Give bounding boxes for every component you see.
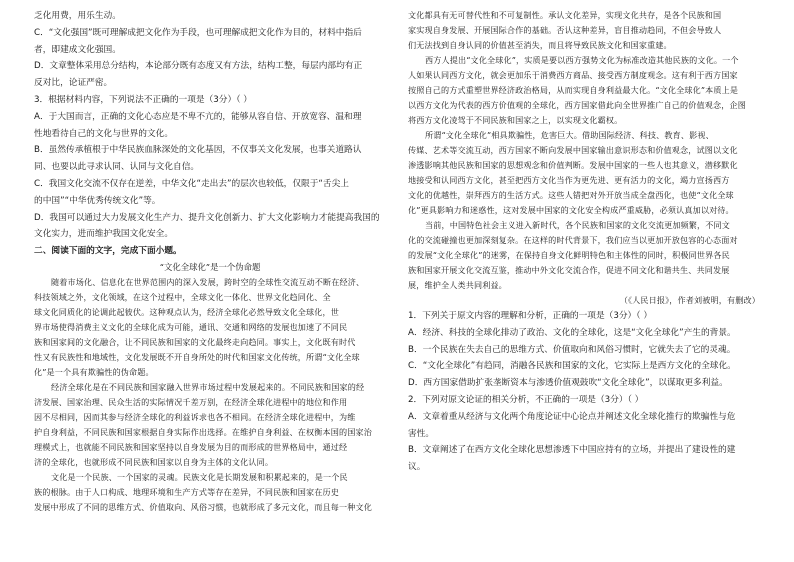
option-b: B．文章阐述了在西方文化全球化思想渗透下中国应持有的立场，并提出了建设性的建 xyxy=(408,445,736,456)
article-paragraph-3 xyxy=(34,470,386,515)
text-line: 文化都具有无可替代性和不可复制性。承认文化差异，实现文化共存，是各个民族和国 xyxy=(408,10,722,20)
text-line: 济发展、国家治理、民众生活的实际情况千差万别，在经济全球化进程中的地位和作用 xyxy=(34,397,348,408)
text-line: 西方人提出“文化全球化”，实质是要以西方强势文化为标准改造其他民族的文化。一个 xyxy=(425,55,739,65)
text-line: 经济全球化是在不同民族和国家融入世界市场过程中发展起来的。不同民族和国家的经 xyxy=(51,382,365,393)
text-line: 济的全球化，也就形成不同民族和国家以自身为主体的文化认同。 xyxy=(34,457,274,468)
option-a: A．经济、科技的全球化排动了政治、文化的全球化，这是“文化全球化”产生的背景。 xyxy=(408,327,736,338)
article-source: （《人民日报》，作者刘被明，有删改） xyxy=(619,295,760,305)
text-line: 护自身利益，不同民族和国家根据自身实际作出选择。在维护自身利益、在权衡本国的国家治 xyxy=(34,427,372,438)
text-line: 将西方文化凌驾于不同民族和国家之上，以实现文化霸权。 xyxy=(408,115,623,125)
question-1 xyxy=(408,308,760,392)
text-line: 理模式上，也就能不同民族和国家坚持以自身发展为目的而形成的世界格局中，通过经 xyxy=(34,442,348,453)
text-line: 人如果认同西方文化，就会更加乐于消费西方商品、接受西方制度观念。这有利于西方国家 xyxy=(408,70,738,80)
text-line: 按照自己的方式重塑世界经济政治格局，从而实现自身利益最大化。“文化全球化”本质上是 xyxy=(408,85,739,95)
option-c: C．我国文化交流不仅存在逆差，中华文化“走出去”的层次也较低，仅限于“舌尖上 xyxy=(34,178,349,189)
text-line: 文化实力，进而维护我国文化安全。 xyxy=(34,229,173,240)
question-2-stem: 2．下列对原文论证的相关分析，不正确的一项是（3分）（ ） xyxy=(408,394,644,405)
option-d: D．西方国家借助扩张垄断资本与渗透价值观鼓吹“文化全球化”，以谋取更多利益。 xyxy=(408,378,728,389)
text-line: 随着市场化、信息化在世界范围内的深入发展，跨时空的全球性交流互动不断在经济、 xyxy=(51,277,365,288)
text-line: 文化的优越性，崇拜西方的生活方式。这些人错把对外开放当成全盘西化，也使“文化全球 xyxy=(408,190,734,200)
option-a: A．文章着重从经济与文化两个角度论证中心论点并阐述文化全球化推行的欺骗性与危 xyxy=(408,411,736,422)
option-d: D．我国可以通过大力发展文化生产力、提升文化创新力、扩大文化影响力才能提高我国的 xyxy=(34,212,380,223)
text-line: 传媒、艺术等交流互动，西方国家不断向发展中国家输出意识形态和价值观念，试图以文化 xyxy=(408,145,738,155)
left-question-block xyxy=(34,8,386,243)
text-line: 族和国家间的文化融合，让不同民族和国家的文化最终走向趋同。事实上，文化既有时代 xyxy=(34,337,356,348)
text-line: 族和国家开展文化交流互鉴，推动中外文化交流合作，促进不同文化和谐共生、共同发展 xyxy=(408,265,730,275)
text-line: 化的交流碰撞也更加深刻复杂。在这样的时代背景下，我们应当以更加开放包容的心态面对 xyxy=(408,235,738,245)
article-continuation xyxy=(408,8,760,53)
text-line: 性又有民族性和地域性，文化发展既不开自身所处的时代和国家文化传统，所谓“文化全球 xyxy=(34,352,360,363)
text-line: 地接受和认同西方文化，甚至把西方文化当作为更先进、更有活力的文化，竭力宣扬西方 xyxy=(408,175,730,185)
article-paragraph-1 xyxy=(34,275,386,380)
text-line: 科技领域之外，文化领域，在这个过程中，全球文化一体化、世界文化趋同化、全 xyxy=(34,292,331,303)
text-line: 性地看待自己的文化与世界的文化。 xyxy=(34,128,173,139)
text-line: 界市场使得消费主义文化的全球化成为可能，通讯、交通和网络的发展也加速了不同民 xyxy=(34,322,348,333)
right-column xyxy=(408,8,760,476)
text-line: 展，维护全人类共同利益。 xyxy=(408,280,507,290)
left-column xyxy=(34,8,386,515)
text-line: 因不尽相同，因而其参与经济全球化的利益诉求也各不相同。在经济全球化进程中，为维 xyxy=(34,412,356,423)
text-line: 的中国”“中华优秀传统文化”等。 xyxy=(34,195,161,206)
option-d: D．文章整体采用总分结构，本论部分既有态度又有方法，结构工整，每层内部均有正 xyxy=(34,61,363,72)
text-line: 们无法找到自身认同的价值甚至消失，而且将导致民族文化和国家重建。 xyxy=(408,40,672,50)
text-line: 以西方文化为代表的西方价值观的全球化，西方国家借此向全世界推广自己的价值观念，企图 xyxy=(408,100,746,110)
text-line: 害性。 xyxy=(408,428,435,439)
text-line: 同、也要以此寻求认同、认同与文化自信。 xyxy=(34,162,200,173)
text-line: 化”更具影响力和迷惑性，这对发展中国家的文化安全构成严重威胁，必须认真加以对待。 xyxy=(408,205,734,215)
text-line: 反对比，论证严密。 xyxy=(34,78,113,89)
text-line: 乏化用费，用乐生动。 xyxy=(34,11,121,21)
text-line: 议。 xyxy=(408,462,426,473)
text-line: 化”是一个具有欺骗性的伪命题。 xyxy=(34,367,154,378)
text-line: 家实现自身发展、开展国际合作的基础。否认这种差异，盲目推动趋同，不但会导致人 xyxy=(408,25,722,35)
article-paragraph-2 xyxy=(34,380,386,470)
article-paragraph-4 xyxy=(408,53,760,128)
text-line: 渗透影响其他民族和国家的思想观念和价值判断。发展中国家的一些人也其意义，潜移默化 xyxy=(408,160,738,170)
article-title: “文化全球化”是一个伪命题 xyxy=(159,261,261,272)
text-line: 文化是一个民族、一个国家的灵魂。民族文化是长期发展和积累起来的，是一个民 xyxy=(51,472,348,483)
question-3-stem: 3．根据材料内容，下列说法不正确的一项是（3分）（ ） xyxy=(34,94,252,105)
article-paragraph-6 xyxy=(408,218,760,293)
option-c: C．“文化强国”既可理解成把文化作为手段，也可理解成把文化作为目的，材料中指后 xyxy=(34,27,362,38)
text-line: 当前，中国特色社会主义进入新时代，各个民族和国家的文化交流更加频繁，不同文 xyxy=(425,220,731,230)
text-line: 者，即建成文化强国。 xyxy=(34,44,121,55)
section-heading: 二、阅读下面的文字，完成下面小题。 xyxy=(34,246,182,257)
option-b: B．虽然传承植根于中华民族血脉深处的文化基因，不仅事关文化发展，也事关道路认 xyxy=(34,145,362,156)
question-2 xyxy=(408,392,760,476)
text-line: 的发展“文化全球化”的迷雾，在保持自身文化鲜明特色和主体性的同时，积极同世界各民 xyxy=(408,250,730,260)
text-line: 所谓“文化全球化”相具欺骗性，危害巨大。借助国际经济、科技、教育、影视、 xyxy=(425,130,714,140)
text-line: 发展中形成了不同的思维方式、价值取向、风俗习惯，也就形成了多元文化，而且每一种文化 xyxy=(34,502,372,513)
option-a: A．于大国而言，正确的文化心态应是不卑不亢的，能够从容自信、开放宽容、温和理 xyxy=(34,111,362,122)
option-c: C．“文化全球化”有趋同，消融各民族和国家的文化，它实际上是西方文化的全球化。 xyxy=(408,361,736,372)
article-paragraph-5 xyxy=(408,128,760,218)
option-b: B．一个民族在失去自己的思维方式、价值取向和风俗习惯时，它就失去了它的灵魂。 xyxy=(408,344,736,355)
text-line: 族的根脉。由于人口构成、地理环境和生产方式等存在差异，不同民族和国家在历史 xyxy=(34,487,340,498)
text-line: 球文化同质化的论调此起彼伏。这种观点认为，经济全球化必然导致文化全球化，世 xyxy=(34,307,340,318)
question-1-stem: 1．下列关于原文内容的理解和分析，正确的一项是（3分）（ ） xyxy=(408,311,653,321)
